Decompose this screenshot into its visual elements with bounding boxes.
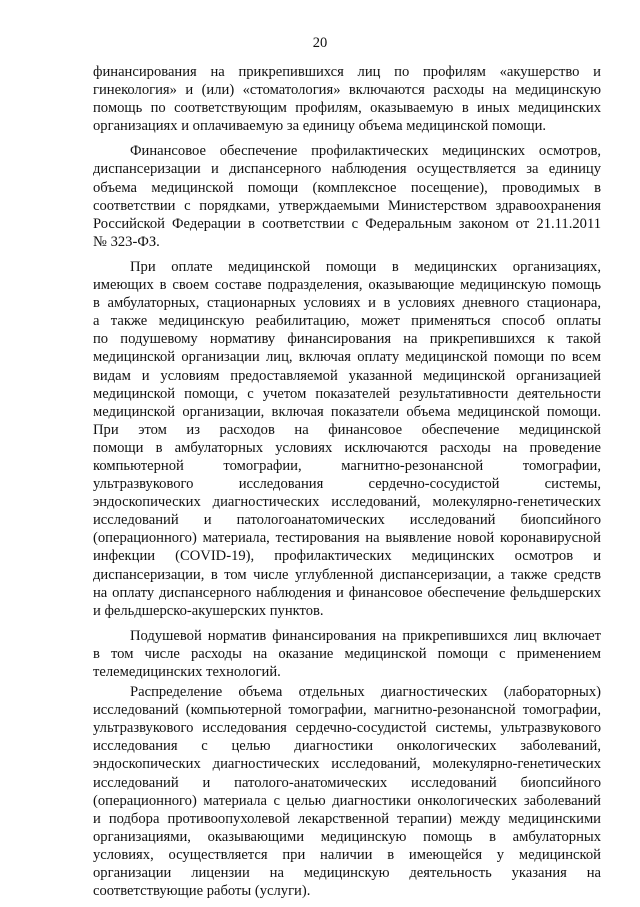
page-number: 20 [312, 35, 328, 51]
text-line: в амбулаторных, стационарных условиях и в условиях дневного стационара, [93, 295, 601, 312]
text-line: помощи в амбулаторных условиях исключаются расходы на проведение [93, 439, 601, 456]
text-line: и фельдшерско-акушерских пунктов. [93, 602, 324, 619]
text-line: диспансеризации, в том числе углубленной диспансеризации, а также средств [93, 566, 601, 583]
text-line: исследований (компьютерной томографии, магнитно-резонансной томографии, [93, 702, 601, 719]
text-line: При этом из расходов на финансовое обеспечение медицинской [93, 421, 601, 438]
text-line: гинекология» и (или) «стоматология» включаются расходы на медицинскую [93, 82, 601, 99]
text-line: по подушевому нормативу финансирования на прикрепившихся к такой [93, 331, 601, 348]
text-line: организациями, оказывающими медицинскую помощь в амбулаторных [93, 828, 601, 845]
text-line: видам и условиям предоставляемой указанной медицинской организацией [93, 367, 601, 384]
text-line: Российской Федерации в соответствии с Федеральным законом от 21.11.2011 [93, 215, 601, 232]
document-body [93, 63, 601, 907]
text-line: и подбора противоопухолевой лекарственной терапии) между медицинскими [93, 810, 601, 827]
text-line: условиях, осуществляется при наличии в имеющейся у медицинской [93, 846, 601, 863]
text-line: эндоскопических диагностических исследований, молекулярно-генетических [93, 756, 601, 773]
text-line: Финансовое обеспечение профилактических медицинских осмотров, [130, 143, 601, 160]
text-line: При оплате медицинской помощи в медицинских организациях, [130, 258, 601, 275]
text-line: диспансеризации и диспансерного наблюдения осуществляется за единицу [93, 161, 601, 178]
text-line: медицинской организации лиц, включая оплату медицинской помощи по всем [93, 349, 601, 366]
paragraph-5 [93, 683, 601, 900]
text-line: объема медицинской помощи (комплексное посещение), проводимых в [93, 179, 601, 196]
text-line: Подушевой норматив финансирования на прикрепившихся лиц включает [130, 627, 601, 644]
text-line: инфекции (COVID-19), профилактических медицинских осмотров и [93, 548, 601, 565]
text-line: (операционного) материала, тестирования на выявление новой коронавирусной [93, 530, 601, 547]
text-line: финансирования на прикрепившихся лиц по профилям «акушерство и [93, 64, 601, 80]
paragraph-1 [93, 63, 601, 135]
text-line: соответствующие работы (услуги). [93, 883, 311, 900]
text-line: медицинской организации, включая показатели объема медицинской помощи. [93, 403, 601, 420]
text-line: исследований и патологоанатомических исследований биопсийного [93, 512, 601, 529]
paragraph-2 [93, 142, 601, 251]
text-line: исследований и патолого-анатомических исследований биопсийного [93, 774, 601, 791]
paragraph-4 [93, 627, 601, 681]
text-line: а также медицинскую реабилитацию, может применяться способ оплаты [93, 313, 601, 330]
text-line: соответствии с порядками, утверждаемыми Министерством здравоохранения [93, 197, 601, 214]
text-line: Распределение объема отдельных диагностических (лабораторных) [130, 684, 601, 701]
text-line: телемедицинских технологий. [93, 664, 281, 680]
text-line: ультразвукового исследования сердечно-сосудистой системы, [93, 476, 601, 493]
text-line: имеющих в своем составе подразделения, оказывающие медицинскую помощь [93, 277, 601, 294]
text-line: помощь по соответствующим профилям, оказываемую в иных медицинских [93, 100, 601, 117]
text-line: в том числе расходы на оказание медицинской помощи с применением [93, 645, 601, 662]
text-line: исследования с целью диагностики онкологических заболеваний, [93, 738, 601, 755]
text-line: медицинской помощи, с учетом показателей результативности деятельности [93, 385, 601, 402]
text-line: на оплату диспансерного наблюдения и финансовое обеспечение фельдшерских [93, 584, 601, 601]
text-line: ультразвукового исследования сердечно-сосудистой системы, ультразвукового [93, 720, 601, 737]
text-line: № 323-ФЗ. [93, 233, 160, 250]
text-line: эндоскопических диагностических исследований, молекулярно-генетических [93, 494, 601, 511]
text-line: (операционного) материала с целью диагностики онкологических заболеваний [93, 792, 601, 809]
text-line: организации лицензии на медицинскую деятельность указания на [93, 865, 601, 882]
text-line: организациях и оплачиваемую за единицу объема медицинской помощи. [93, 118, 547, 135]
text-line: компьютерной томографии, магнитно-резонансной томографии, [93, 457, 601, 474]
paragraph-3 [93, 258, 601, 620]
